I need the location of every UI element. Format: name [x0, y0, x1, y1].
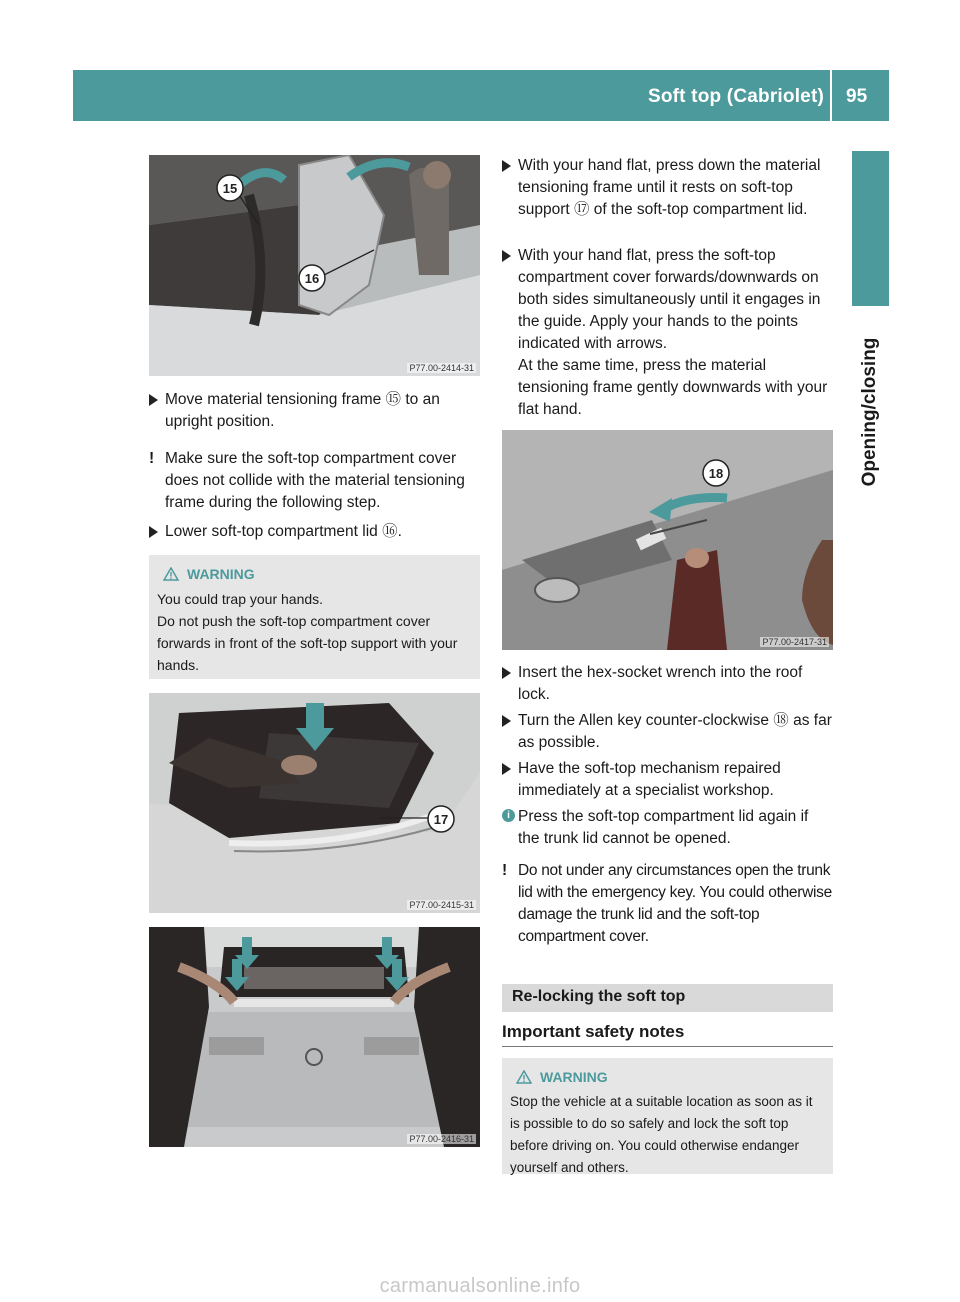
- instruction-step: [149, 389, 480, 433]
- step-arrow-icon: [502, 667, 511, 679]
- warning-triangle-icon: [516, 1070, 532, 1084]
- page-number: 95: [846, 86, 868, 107]
- caution-note: [149, 448, 480, 514]
- photo-soft-top-support: [149, 693, 480, 913]
- step-text: Move material tensioning frame ⑮ to an upright position.: [165, 391, 440, 430]
- image-code: P77.00-2414-31: [409, 363, 474, 373]
- step-arrow-icon: [502, 715, 511, 727]
- step-arrow-icon: [149, 526, 158, 538]
- callout-17: 17: [433, 812, 449, 827]
- chapter-tab: [852, 151, 889, 306]
- header-separator: [830, 70, 832, 121]
- caution-note: [502, 860, 833, 948]
- callout-16: 16: [304, 271, 320, 286]
- step-text: With your hand flat, press the soft-top compartment cover forwards/downwards on both sides simultaneously until it engages in the guide. Apply your hands to the points indicated with arrows.: [518, 247, 821, 352]
- caution-icon: !: [502, 862, 508, 879]
- watermark: carmanualsonline.info: [379, 1275, 581, 1297]
- step-text: Have the soft-top mechanism repaired immediately at a specialist workshop.: [518, 760, 781, 799]
- callout-marker: [299, 265, 325, 291]
- photo-compartment-cover: [149, 927, 480, 1147]
- image-code: P77.00-2417-31: [762, 637, 827, 647]
- info-icon: i: [502, 809, 515, 822]
- warning-box: [149, 555, 480, 679]
- photo-tensioning-frame: [149, 155, 480, 376]
- step-text: Insert the hex-socket wrench into the roof lock.: [518, 664, 803, 703]
- info-text: Press the soft-top compartment lid again if the trunk lid cannot be opened.: [518, 808, 809, 847]
- callout-18: 18: [708, 466, 724, 481]
- warning-title: WARNING: [540, 1069, 608, 1085]
- image-code: P77.00-2416-31: [409, 1134, 474, 1144]
- callout-marker: [428, 806, 454, 832]
- warning-text: You could trap your hands.: [157, 591, 324, 607]
- step-text: Lower soft-top compartment lid ⑯.: [165, 523, 402, 540]
- step-text: Turn the Allen key counter-clockwise ⑱ as far as possible.: [518, 712, 832, 751]
- step-arrow-icon: [502, 250, 511, 262]
- warning-heading: [510, 1066, 825, 1088]
- warning-title: WARNING: [187, 566, 255, 582]
- image-code: P77.00-2415-31: [409, 900, 474, 910]
- instruction-step: [502, 758, 833, 802]
- subheading: Important safety notes: [502, 1022, 685, 1041]
- step-arrow-icon: [502, 763, 511, 775]
- warning-text: Stop the vehicle at a suitable location as soon as it is possible to do so safely and lock the soft top before driving on. You could otherwise endanger yourself and others.: [510, 1094, 813, 1175]
- step-text: At the same time, press the material tensioning frame gently downwards with your flat hand.: [518, 357, 828, 418]
- section-title: Re-locking the soft top: [502, 984, 833, 1012]
- photo-roof-lock: [502, 430, 833, 650]
- warning-heading: [157, 563, 472, 585]
- step-text: With your hand flat, press down the material tensioning frame until it rests on soft-top support ⑰ of the soft-top compartment lid.: [518, 157, 821, 218]
- callout-marker: [217, 175, 243, 201]
- warning-text: Do not push the soft-top compartment cover forwards in front of the soft-top support with your hands.: [157, 613, 458, 673]
- caution-text: Do not under any circumstances open the trunk lid with the emergency key. You could otherwise damage the trunk lid and the soft-top compartment cover.: [518, 862, 832, 945]
- instruction-step: [149, 521, 480, 543]
- warning-box: [502, 1058, 833, 1174]
- instruction-step: [502, 155, 833, 221]
- divider: [502, 1046, 833, 1047]
- instruction-step: [502, 245, 833, 421]
- page-title: Soft top (Cabriolet): [647, 86, 824, 107]
- info-note: [502, 806, 833, 850]
- instruction-step: [502, 662, 833, 706]
- step-arrow-icon: [149, 394, 158, 406]
- step-arrow-icon: [502, 160, 511, 172]
- caution-icon: !: [149, 450, 155, 467]
- callout-15: 15: [222, 181, 238, 196]
- warning-triangle-icon: [163, 567, 179, 581]
- chapter-label: Opening/closing: [859, 337, 880, 487]
- instruction-step: [502, 710, 833, 754]
- caution-text: Make sure the soft-top compartment cover does not collide with the material tensioning frame during the following step.: [165, 450, 465, 511]
- callout-marker: [703, 460, 729, 486]
